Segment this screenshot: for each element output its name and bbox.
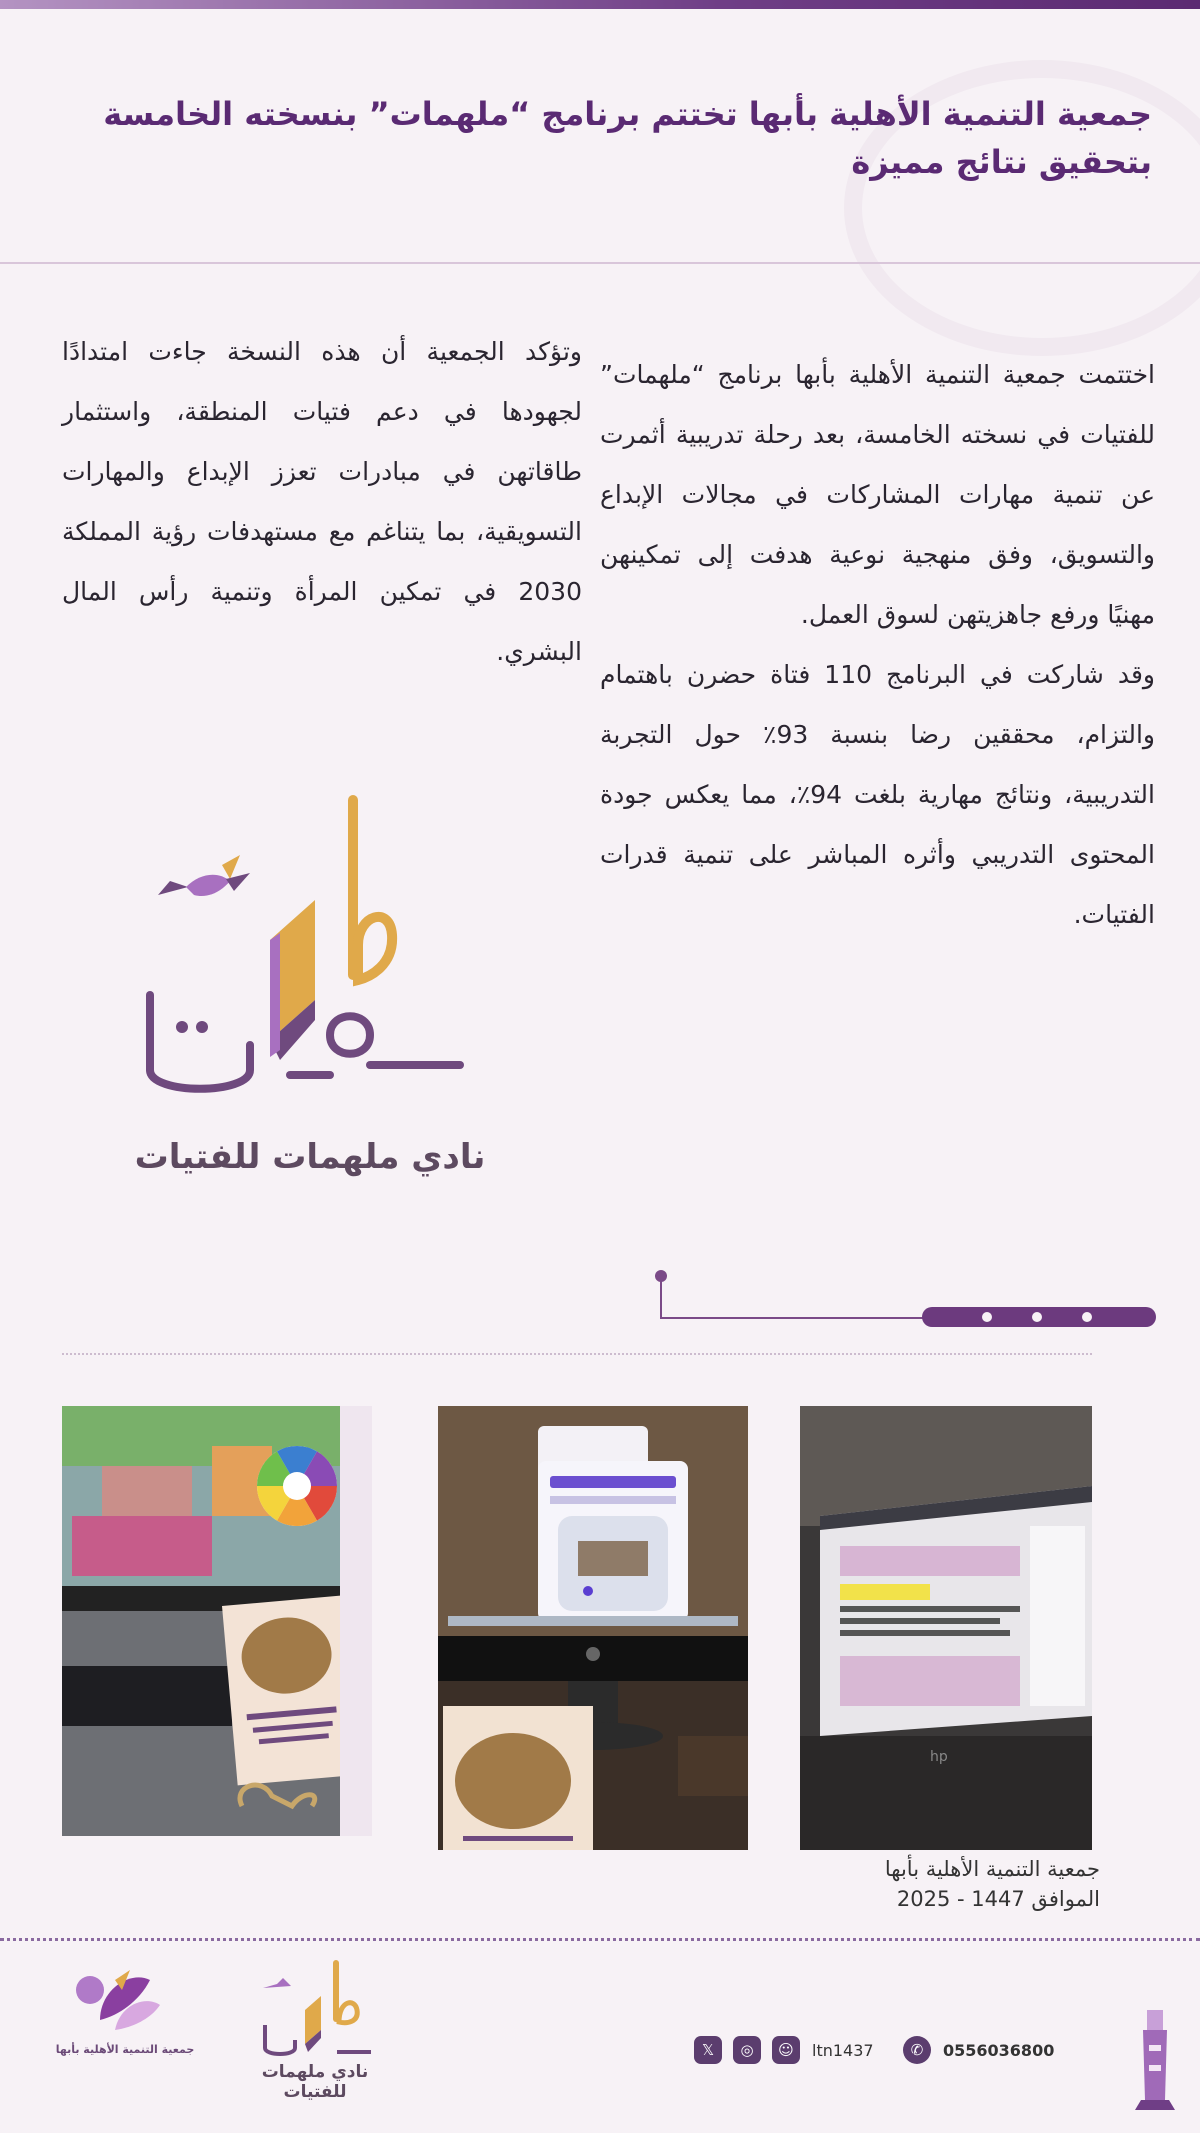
photo-workshop-1 [62,1406,372,1836]
top-accent-bar [0,0,1200,9]
small-logo-caption: نادي ملهمات للفتيات [261,2062,369,2102]
whatsapp-icon[interactable]: ✆ [903,2036,931,2064]
pill-dot [1030,1310,1044,1324]
title-line-1: جمعية التنمية الأهلية بأبها تختتم برنامج “ملهمات” بنسخته الخامسة [103,95,1152,133]
hummingbird-icon [158,855,250,896]
svg-text:hp: hp [930,1749,948,1765]
association-name: جمعية التنمية الأهلية بأبها [55,2043,195,2056]
left-text-column [62,322,582,682]
mulhimat-logo [130,795,470,1125]
association-logo [60,1960,180,2040]
paragraph-3: وتؤكد الجمعية أن هذه النسخة جاءت امتدادًا لجهودها في دعم فتيات المنطقة، واستثمار طاقاتهن في مبادرات تعزز الإبداع والمهارات التسويقية، بما يتناغم مع مستهدفات رؤية المملكة 2030 في تمكين المرأة وتنمية رأس المال البشري. [62,337,582,666]
paragraph-2: وقد شاركت في البرنامج 110 فتاة حضرن باهتمام والتزام، محققين رضا بنسبة 93٪ حول التجربة التدريبية، ونتائج مهارية بلغت 94٪، مما يعكس جودة المحتوى التدريبي وأثره المباشر على تنمية قدرات الفتيات. [600,660,1155,929]
title-line-2: بتحقيق نتائج مميزة [851,143,1152,181]
section-divider [62,1353,1092,1355]
decor-pill [922,1307,1156,1327]
title-divider [0,262,1200,264]
photo-workshop-3 [800,1406,1092,1850]
pill-dot [1080,1310,1094,1324]
x-icon[interactable]: 𝕏 [694,2036,722,2064]
caption-line-2: الموافق 1447 - 2025 [896,1887,1100,1911]
mulhimat-logo-small [255,1960,375,2060]
phone-number[interactable]: 0556036800 [943,2041,1055,2060]
right-text-column [600,345,1155,945]
instagram-icon[interactable]: ◎ [733,2036,761,2064]
lighthouse-icon [1135,2000,1175,2110]
photo-workshop-2 [438,1406,748,1850]
snapchat-icon[interactable]: ☺ [772,2036,800,2064]
social-handle[interactable]: ltn1437 [812,2041,874,2060]
page-title [52,90,1152,186]
footer-divider [0,1938,1200,1941]
logo-caption: نادي ملهمات للفتيات [134,1137,486,1177]
paragraph-1: اختتمت جمعية التنمية الأهلية بأبها برنامج “ملهمات” للفتيات في نسخته الخامسة، بعد رحلة تدريبية أثمرت عن تنمية مهارات المشاركات في مجالات الإبداع والتسويق، وفق منهجية نوعية هدفت إلى تمكينهن مهنيًا ورفع جاهزيتهن لسوق العمل. [600,360,1155,629]
decor-line-vertical [660,1277,662,1319]
caption-line-1: جمعية التنمية الأهلية بأبها [884,1857,1100,1881]
photo-caption [800,1854,1100,1914]
pill-dot [980,1310,994,1324]
